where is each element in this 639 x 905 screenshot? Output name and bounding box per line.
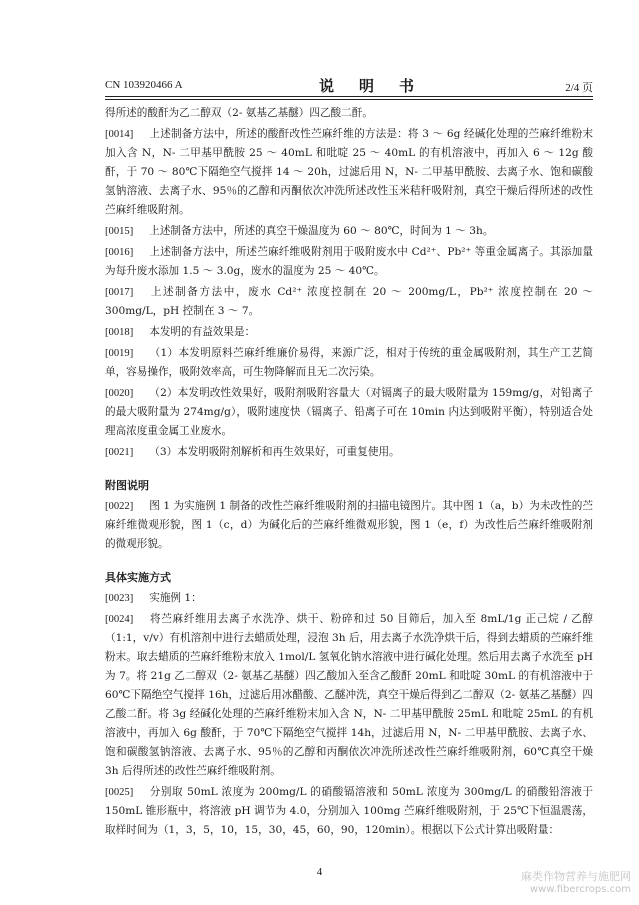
paragraph-text: （2）本发明改性效果好，吸附剂吸附容量大（对镉离子的最大吸附量为 159mg/g，对铅离子的最大吸附量为 274mg/g），吸附速度快（镉离子、铅离子可在 10min 内达到吸附平衡），特别适合处理高浓度重金属工业废水。 — [105, 387, 593, 437]
paragraph-number: [0024] — [105, 614, 134, 625]
paragraph-text: 分别取 50mL 浓度为 200mg/L 的硝酸镉溶液和 50mL 浓度为 300mg/L 的硝酸铅溶液于 150mL 锥形瓶中，将溶液 pH 调节为 4.0，分别加入 100mg 苎麻纤维吸附剂，于 25℃下恒温震荡，取样时间为（1，3，5，10，15，30，45，60，90，120min）。根据以下公式计算出吸附量： — [105, 786, 593, 836]
paragraph-number: [0017] — [105, 287, 134, 298]
paragraph-0018 — [105, 323, 593, 342]
paragraph-0016 — [105, 243, 593, 281]
paragraph-text: 得所述的酸酐为乙二醇双（2- 氨基乙基醚）四乙酸二酐。 — [105, 107, 373, 119]
paragraph-number: [0022] — [105, 501, 134, 512]
paragraph-number: [0025] — [105, 787, 134, 798]
header-rule-top — [105, 96, 593, 97]
paragraph-text: 实施例 1： — [149, 592, 202, 604]
watermark-url: www.fibercrops.com — [529, 884, 631, 895]
document-title: 说 明 书 — [319, 77, 420, 95]
page-header — [105, 75, 593, 95]
paragraph-number: [0015] — [105, 226, 134, 237]
paragraph-text: （3）本发明吸附剂解析和再生效果好，可重复使用。 — [149, 446, 400, 458]
paragraph-text: 上述制备方法中，废水 Cd²⁺ 浓度控制在 20 ～ 200mg/L，Pb²⁺ 浓度控制在 20 ～ 300mg/L，pH 控制在 3 ～ 7。 — [105, 286, 593, 317]
watermark-site-name: 麻类作物营养与施肥网 — [521, 870, 631, 883]
paragraph-0017 — [105, 283, 593, 321]
paragraph-text: 将苎麻纤维用去离子水洗净、烘干、粉碎和过 50 目筛后，加入至 8mL/1g 正己烷 / 乙醇（1:1，v/v）有机溶剂中进行去蜡质处理，浸泡 3h 后，用去离子水洗净烘干后，得到去蜡质的苎麻纤维粉末。取去蜡质的苎麻纤维粉末放入 1mol/L 氢氧化钠水溶液中进行碱化处理。然后用去离子水洗至 pH 为 7。将 21g 乙二醇双（2- 氨基乙基醚）四乙酸加入至含乙酸酐 20mL 和吡啶 30mL 的有机溶液中于 60℃下隔绝空气搅拌 16h，过滤后用冰醋酸、乙醚冲洗，真空干燥后得到乙二醇双（2- 氨基乙基醚）四乙酸二酐。将 3g 经碱化处理的苎麻纤维粉末加入含 N，N- 二甲基甲酰胺 25mL 和吡啶 25mL 的有机溶液中，再加入 6g 酸酐，于 70℃下隔绝空气搅拌 14h，过滤后用 N，N- 二甲基甲酰胺、去离子水、饱和碳酸氢钠溶液、去离子水、95％的乙醇和丙酮依次冲洗所述改性苎麻纤维吸附剂，60℃真空干燥 3h 后得所述的改性苎麻纤维吸附剂。 — [105, 613, 593, 777]
paragraph-number: [0016] — [105, 247, 134, 258]
document-body — [105, 104, 593, 842]
paragraph — [105, 104, 593, 123]
paragraph-0020 — [105, 384, 593, 441]
page-number: 4 — [316, 866, 323, 878]
paragraph-text: 本发明的有益效果是： — [149, 326, 256, 338]
paragraph-number: [0014] — [105, 129, 134, 140]
section-heading-embodiments: 具体实施方式 — [105, 571, 171, 584]
paragraph-number: [0019] — [105, 348, 134, 359]
header-rule-bottom — [105, 99, 593, 100]
paragraph-number: [0021] — [105, 447, 134, 458]
paragraph-0019 — [105, 344, 593, 382]
paragraph-0021 — [105, 443, 593, 462]
paragraph-0014 — [105, 125, 593, 220]
paragraph-text: （1）本发明原料苎麻纤维廉价易得，来源广泛，相对于传统的重金属吸附剂，其生产工艺简单，容易操作，吸附效率高，可生物降解而且无二次污染。 — [105, 347, 593, 378]
paragraph-text: 上述制备方法中，所述的真空干燥温度为 60 ～ 80℃，时间为 1 ～ 3h。 — [149, 225, 494, 237]
page-indicator: 2/4 页 — [565, 82, 593, 94]
paragraph-0023 — [105, 589, 593, 608]
paragraph-number: [0018] — [105, 327, 134, 338]
watermark — [491, 870, 631, 902]
paragraph-0015 — [105, 222, 593, 241]
paragraph-number: [0020] — [105, 388, 134, 399]
section-heading-figures: 附图说明 — [105, 479, 149, 492]
paragraph-0024 — [105, 610, 593, 781]
paragraph-text: 上述制备方法中，所述苎麻纤维吸附剂用于吸附废水中 Cd²⁺、Pb²⁺ 等重金属离子。其添加量为每升废水添加 1.5 ～ 3.0g，废水的温度为 25 ～ 40℃。 — [105, 246, 593, 277]
paragraph-0025 — [105, 783, 593, 840]
paragraph-text: 上述制备方法中，所述的酸酐改性苎麻纤维的方法是：将 3 ～ 6g 经碱化处理的苎麻纤维粉末加入含 N，N- 二甲基甲酰胺 25 ～ 40mL 和吡啶 25 ～ 40mL 的有机溶液中，再加入 6 ～ 12g 酸酐，于 70 ～ 80℃下隔绝空气搅拌 14 ～ 20h，过滤后用 N，N- 二甲基甲酰胺、去离子水、饱和碳酸氢钠溶液、去离子水、95％的乙醇和丙酮依次冲洗所述改性玉米秸秆吸附剂，真空干燥后得所述的改性苎麻纤维吸附剂。 — [105, 128, 593, 216]
publication-number: CN 103920466 A — [105, 79, 183, 91]
paragraph-number: [0023] — [105, 593, 134, 604]
paragraph-text: 图 1 为实施例 1 制备的改性苎麻纤维吸附剂的扫描电镜图片。其中图 1（a，b）为未改性的苎麻纤维微观形貌，图 1（c，d）为碱化后的苎麻纤维微观形貌，图 1（e，f）为改性后苎麻纤维吸附剂的微观形貌。 — [105, 500, 593, 550]
paragraph-0022 — [105, 497, 593, 554]
